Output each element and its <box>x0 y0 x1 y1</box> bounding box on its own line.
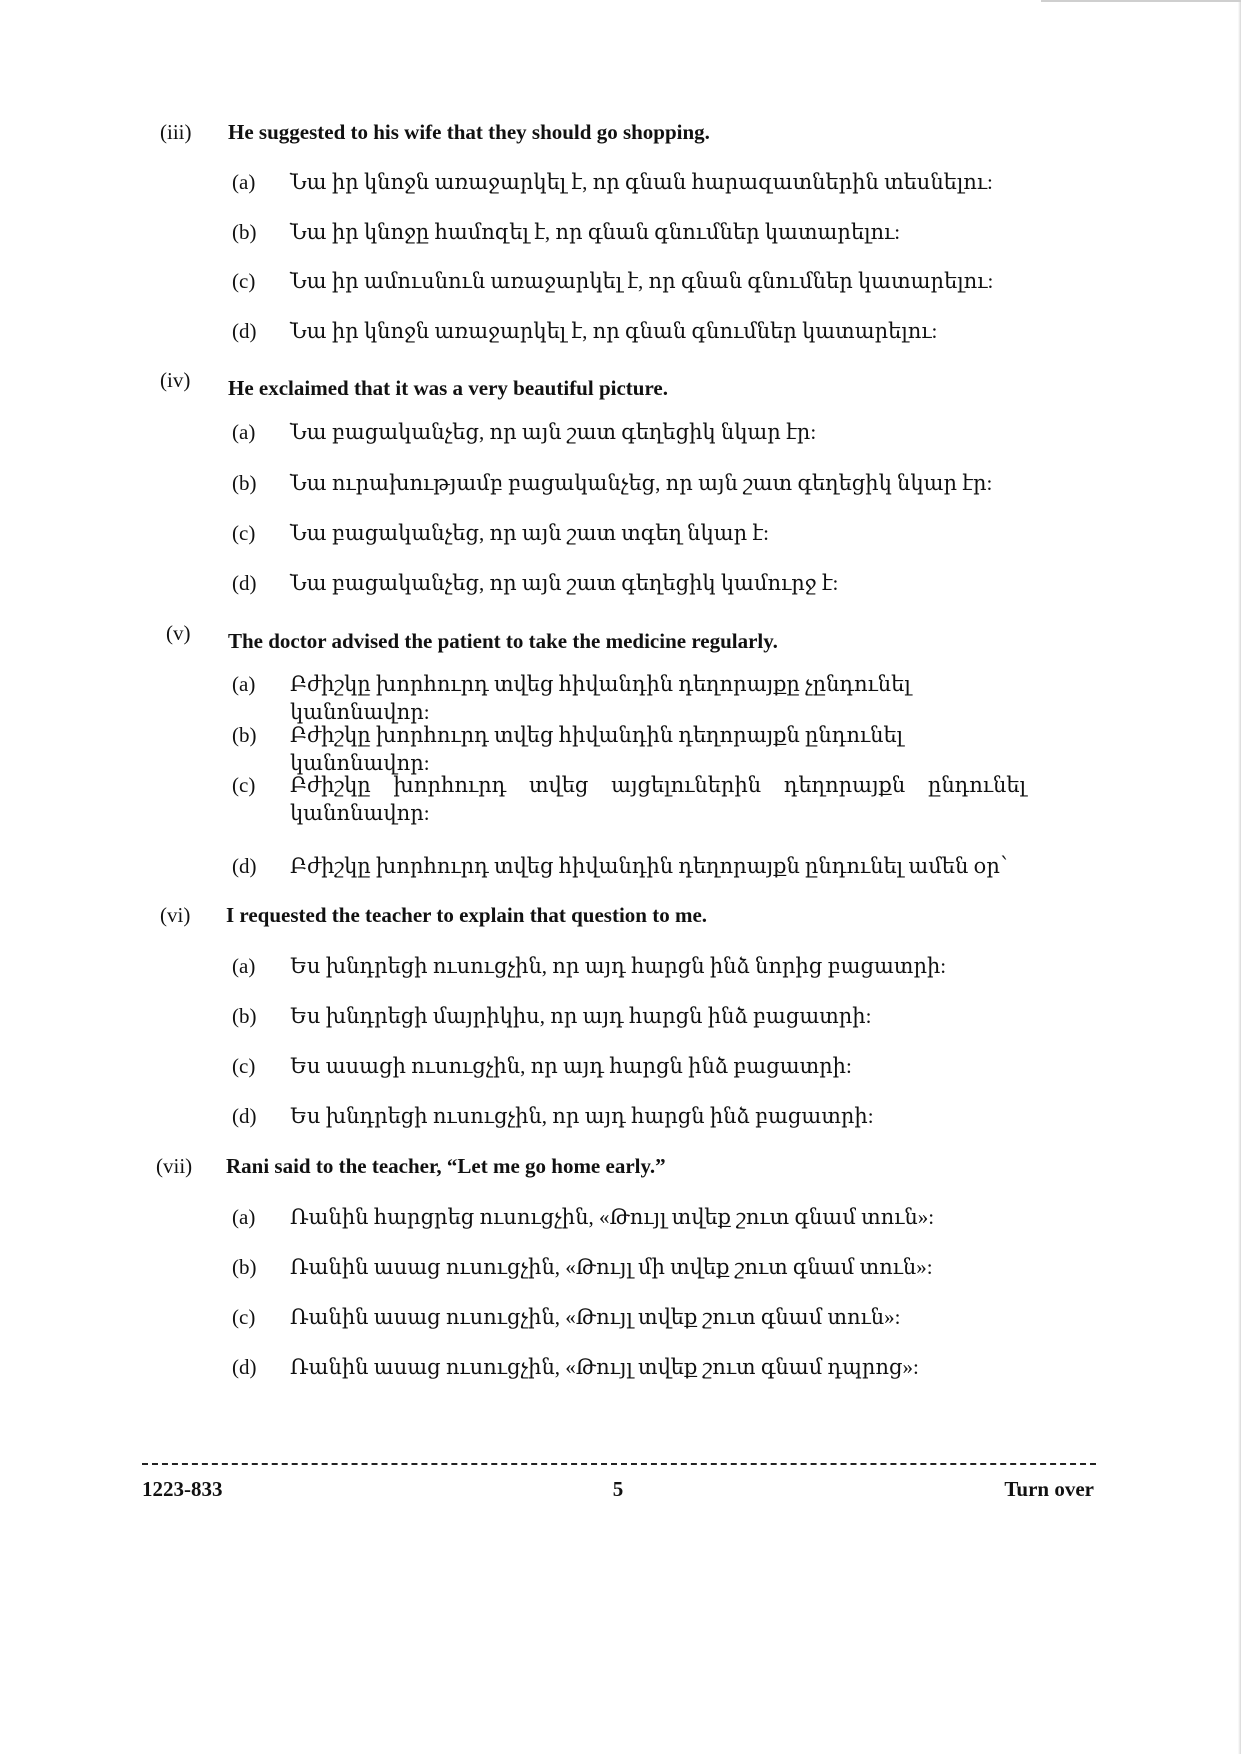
option-letter: (a) <box>232 420 256 444</box>
question-number: (iv) <box>160 368 191 392</box>
option-text: Ես խնդրեցի ուսուցչին, որ այդ հարցն ինձ բացատրի: <box>290 1104 874 1128</box>
option-text: Նա իր կնոջն առաջարկել է, որ գնան հարազատներին տեսնելու: <box>290 170 993 194</box>
question-number: (iii) <box>160 120 192 144</box>
question-number: (vi) <box>160 903 191 927</box>
option-letter: (b) <box>232 1004 257 1028</box>
option-text: Ես խնդրեցի ուսուցչին, որ այդ հարցն ինձ նորից բացատրի: <box>290 954 947 978</box>
option-text: Բժիշկը խորհուրդ տվեց հիվանդին դեղորայքը չընդունել կանոնավոր: <box>290 672 911 724</box>
option-text: Ռանին ասաց ուսուցչին, «Թույլ տվեք շուտ գնամ տուն»: <box>290 1305 901 1329</box>
option-text: Ռանին ասաց ուսուցչին, «Թույլ տվեք շուտ գնամ դպրոց»: <box>290 1355 919 1379</box>
option-letter: (b) <box>232 220 257 244</box>
option-letter: (c) <box>232 521 256 545</box>
option-text: Ես ասացի ուսուցչին, որ այդ հարցն ինձ բացատրի: <box>290 1054 852 1078</box>
option-letter: (d) <box>232 854 257 878</box>
paper-code: 1223-833 <box>142 1477 223 1501</box>
option-text: Բժիշկը խորհուրդ տվեց այցելուներին դեղորայքն ընդունել կանոնավոր: <box>290 773 1026 825</box>
option-letter: (c) <box>232 1305 256 1329</box>
option-text: Նա բացականչեց, որ այն շատ գեղեցիկ կամուրջ է: <box>290 571 839 595</box>
option-letter: (d) <box>232 571 257 595</box>
option-text: Բժիշկը խորհուրդ տվեց հիվանդին դեղորայքն ընդունել ամեն օր՝ <box>290 854 1008 878</box>
option-text: Նա իր ամուսնուն առաջարկել է, որ գնան գնումներ կատարելու: <box>290 269 994 293</box>
option-text: Բժիշկը խորհուրդ տվեց հիվանդին դեղորայքն ընդունել կանոնավոր: <box>290 723 904 775</box>
option-text: Նա բացականչեց, որ այն շատ գեղեցիկ նկար էր: <box>290 420 817 444</box>
option-letter: (b) <box>232 471 257 495</box>
question-prompt: The doctor advised the patient to take the medicine regularly. <box>228 629 778 653</box>
option-letter: (d) <box>232 319 257 343</box>
option-letter: (a) <box>232 672 256 696</box>
question-prompt: He exclaimed that it was a very beautiful picture. <box>228 376 668 400</box>
turn-over-label: Turn over <box>1004 1477 1094 1501</box>
scan-top-edge <box>1041 0 1241 2</box>
option-letter: (c) <box>232 773 256 797</box>
option-letter: (d) <box>232 1104 257 1128</box>
option-text: Նա բացականչեց, որ այն շատ տգեղ նկար է: <box>290 521 769 545</box>
page-number: 5 <box>612 1477 624 1501</box>
option-text: Ռանին ասաց ուսուցչին, «Թույլ մի տվեք շուտ գնամ տուն»: <box>290 1255 933 1279</box>
option-letter: (a) <box>232 170 256 194</box>
option-letter: (b) <box>232 723 257 747</box>
option-letter: (a) <box>232 1205 256 1229</box>
option-letter: (d) <box>232 1355 257 1379</box>
option-letter: (a) <box>232 954 256 978</box>
question-number: (v) <box>166 621 191 645</box>
option-text: Նա իր կնոջը համոզել է, որ գնան գնումներ կատարելու: <box>290 220 901 244</box>
question-prompt: He suggested to his wife that they should go shopping. <box>228 120 710 144</box>
option-text: Նա իր կնոջն առաջարկել է, որ գնան գնումներ կատարելու: <box>290 319 938 343</box>
footer-divider <box>142 1463 1096 1465</box>
option-letter: (c) <box>232 269 256 293</box>
option-text: Նա ուրախությամբ բացականչեց, որ այն շատ գեղեցիկ նկար էր: <box>290 471 993 495</box>
option-text: Ռանին հարցրեց ուսուցչին, «Թույլ տվեք շուտ գնամ տուն»: <box>290 1205 935 1229</box>
question-number: (vii) <box>156 1154 193 1178</box>
option-letter: (c) <box>232 1054 256 1078</box>
option-letter: (b) <box>232 1255 257 1279</box>
option-text: Ես խնդրեցի մայրիկիս, որ այդ հարցն ինձ բացատրի: <box>290 1004 872 1028</box>
question-prompt: Rani said to the teacher, “Let me go home early.” <box>226 1154 666 1178</box>
question-prompt: I requested the teacher to explain that question to me. <box>226 903 708 927</box>
